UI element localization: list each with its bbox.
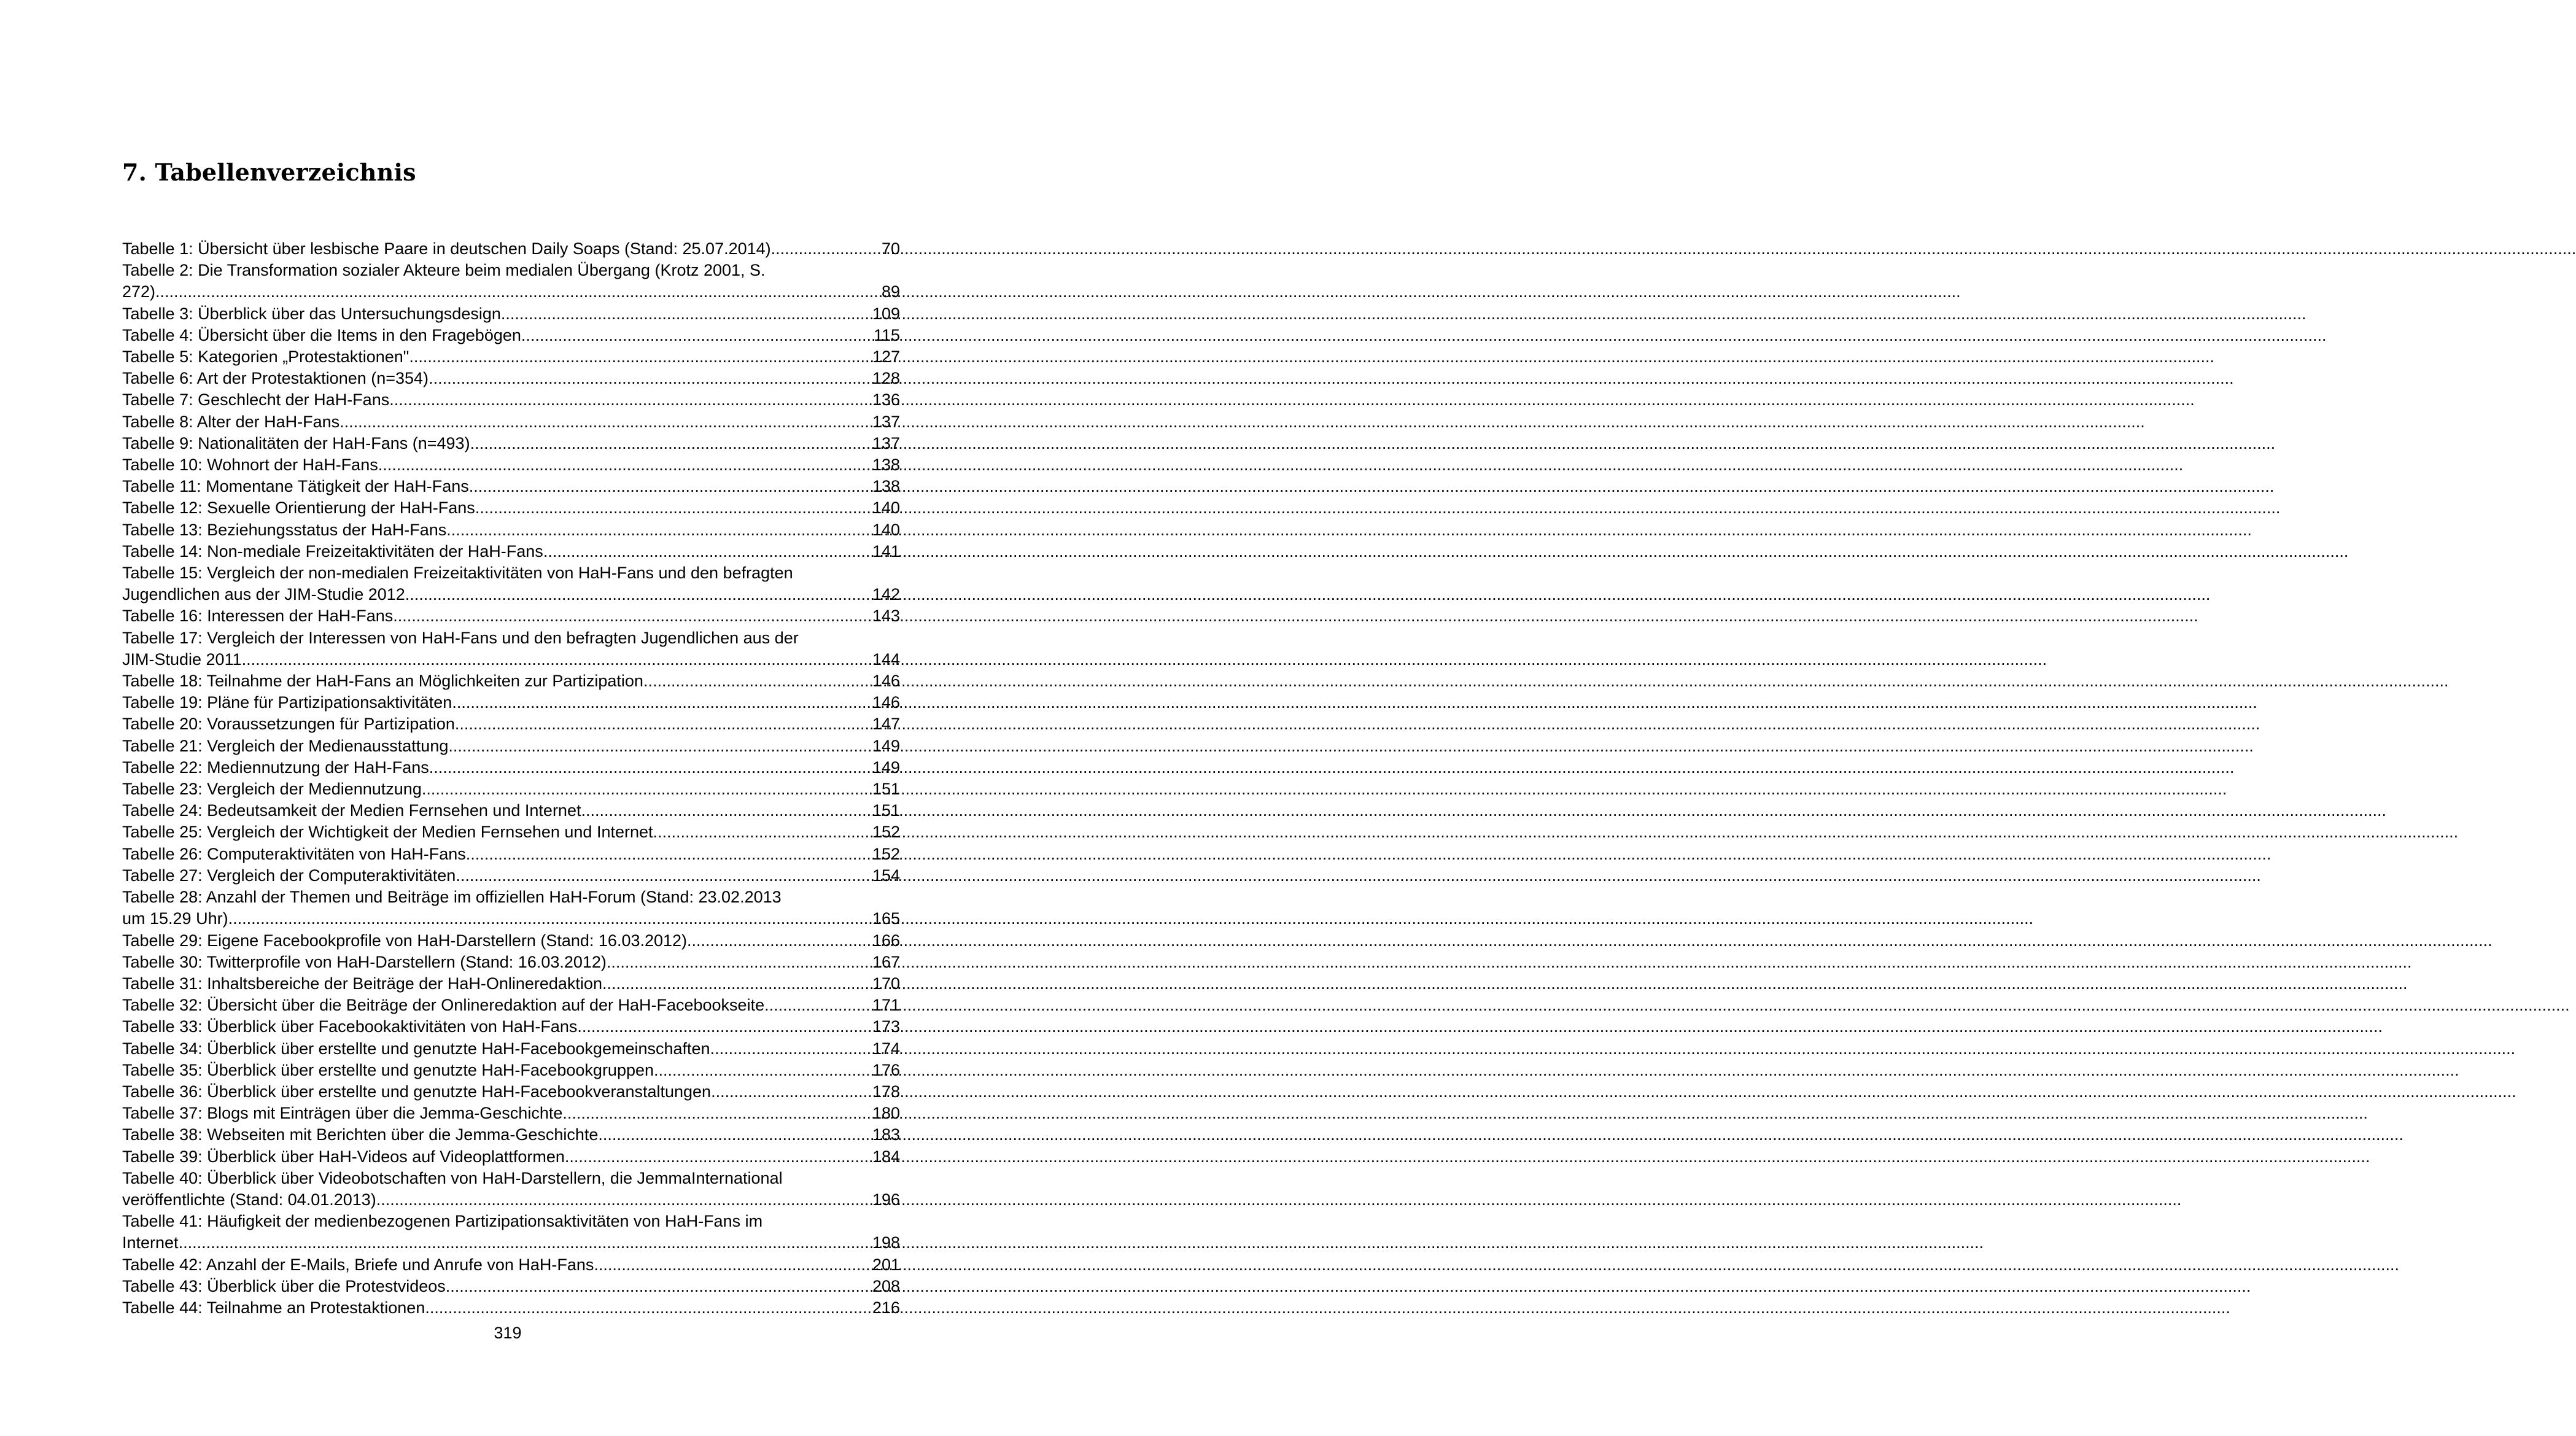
- toc-entry: [122, 1038, 900, 1060]
- toc-entry-page: 115: [873, 325, 900, 344]
- toc-entry-line: [122, 1038, 900, 1060]
- toc-entry-title: Tabelle 24: Bedeutsamkeit der Medien Fernsehen und Internet: [122, 801, 581, 820]
- toc-entry-page: 136: [872, 390, 900, 409]
- toc-entry-page: 140: [872, 499, 900, 518]
- toc-entry-title: Tabelle 6: Art der Protestaktionen (n=354): [122, 369, 429, 388]
- toc-entry-title: Tabelle 27: Vergleich der Computeraktivitäten: [122, 866, 456, 885]
- toc-entry-title-first-line: Tabelle 15: Vergleich der non-medialen Freizeitaktivitäten von HaH-Fans und den befragten: [122, 564, 793, 583]
- toc-entry-title: Tabelle 37: Blogs mit Einträgen über die Jemma-Geschichte: [122, 1104, 563, 1123]
- toc-entry-line: [122, 1016, 900, 1038]
- toc-entry-page: 152: [872, 844, 900, 863]
- toc-entry: [122, 303, 900, 325]
- toc-entry-title: Tabelle 18: Teilnahme der HaH-Fans an Möglichkeiten zur Partizipation: [122, 672, 643, 691]
- toc-entry-line: [122, 389, 900, 411]
- toc-entry-line: [122, 713, 900, 735]
- toc-entry-line: [122, 1297, 900, 1319]
- toc-entry: [122, 887, 900, 930]
- toc-entry-page: 176: [872, 1060, 900, 1079]
- toc-entry: [122, 562, 900, 605]
- toc-entry: [122, 1124, 900, 1146]
- toc-entry-title: Internet: [122, 1233, 179, 1252]
- toc-entry-line: [122, 1254, 900, 1276]
- toc-entry-page: 171: [872, 996, 900, 1015]
- toc-entry-line: [122, 519, 900, 541]
- toc-entry-title: Tabelle 9: Nationalitäten der HaH-Fans (n=493): [122, 433, 470, 452]
- dot-leader: [654, 1060, 872, 1081]
- dot-leader: [179, 1232, 872, 1254]
- toc-entry-title: Tabelle 20: Voraussetzungen für Partizipation: [122, 715, 455, 734]
- toc-entry-page: 180: [872, 1104, 900, 1123]
- toc-entry-title: Tabelle 38: Webseiten mit Berichten über die Jemma-Geschichte: [122, 1125, 599, 1144]
- dot-leader: [409, 346, 872, 368]
- toc-entry-title: Tabelle 11: Momentane Tätigkeit der HaH-Fans: [122, 477, 469, 496]
- toc-entry: [122, 325, 900, 346]
- toc-entry-line: [122, 303, 900, 325]
- toc-entry-page: 138: [872, 477, 900, 496]
- toc-entry: [122, 368, 900, 389]
- toc-entry: [122, 519, 900, 541]
- toc-entry-page: 174: [872, 1039, 900, 1058]
- toc-entry-page: 173: [872, 1017, 900, 1036]
- toc-entry-line: [122, 821, 900, 843]
- toc-entry-page: 137: [872, 433, 900, 452]
- toc-entry-page: 201: [872, 1255, 900, 1274]
- toc-entry-title: Tabelle 44: Teilnahme an Protestaktionen: [122, 1298, 425, 1317]
- dot-leader: [446, 1276, 872, 1297]
- toc-entry-line: [122, 238, 900, 260]
- dot-leader: [452, 692, 872, 713]
- dot-leader: [155, 281, 882, 303]
- dot-leader: [653, 821, 872, 843]
- toc-entry-title: Tabelle 36: Überblick über erstellte und genutzte HaH-Facebookveranstaltungen: [122, 1082, 712, 1101]
- toc-entry: [122, 757, 900, 778]
- dot-leader: [242, 649, 872, 670]
- toc-entry-page: 138: [872, 456, 900, 475]
- toc-entry-page: 146: [872, 693, 900, 712]
- page-title: 7. Tabellenverzeichnis: [122, 158, 416, 186]
- toc-entry-page: 137: [872, 412, 900, 431]
- toc-entry-title-first-line: Tabelle 17: Vergleich der Interessen von HaH-Fans und den befragten Jugendlichen aus der: [122, 628, 799, 647]
- toc-entry-page: 166: [872, 931, 900, 950]
- dot-leader: [643, 670, 872, 692]
- toc-entry-page: 170: [872, 974, 900, 993]
- toc-entry-title-first-line: Tabelle 41: Häufigkeit der medienbezogenen Partizipationsaktivitäten von HaH-Fans im: [122, 1212, 763, 1231]
- toc-entry: [122, 995, 900, 1016]
- toc-entry-line: [122, 368, 900, 389]
- dot-leader: [455, 713, 872, 735]
- dot-leader: [429, 757, 872, 778]
- toc-entry-title: Tabelle 19: Pläne für Partizipationsaktivitäten: [122, 693, 452, 712]
- toc-entry-line: [122, 1124, 900, 1146]
- dot-leader: [448, 735, 872, 757]
- toc-entry: [122, 973, 900, 995]
- toc-entry: [122, 1103, 900, 1124]
- toc-entry-title: Tabelle 42: Anzahl der E-Mails, Briefe und Anrufe von HaH-Fans: [122, 1255, 594, 1274]
- toc-entry-title: Tabelle 33: Überblick über Facebookaktivitäten von HaH-Fans: [122, 1017, 578, 1036]
- toc-entry-line: [122, 346, 900, 368]
- toc-entry-title: Tabelle 22: Mediennutzung der HaH-Fans: [122, 758, 429, 777]
- toc-entry-line: [122, 735, 900, 757]
- toc-entry-title: um 15.29 Uhr): [122, 909, 228, 928]
- toc-entry-page: 149: [872, 758, 900, 777]
- toc-entry-page: 141: [872, 541, 900, 561]
- toc-entry-page: 208: [872, 1276, 900, 1295]
- toc-entry-page: 165: [872, 909, 900, 928]
- dot-leader: [469, 476, 872, 497]
- dot-leader: [339, 411, 872, 433]
- toc-entry-title: Tabelle 7: Geschlecht der HaH-Fans: [122, 390, 390, 409]
- page-number: 319: [494, 1324, 522, 1342]
- toc-entry-page: 216: [872, 1298, 900, 1317]
- toc-entry-page: 154: [872, 866, 900, 885]
- toc-entry-title-first-line: Tabelle 2: Die Transformation sozialer Akteure beim medialen Übergang (Krotz 2001, S.: [122, 261, 766, 280]
- toc-entry: [122, 433, 900, 454]
- toc-entry: [122, 541, 900, 562]
- toc-entry-line: [122, 908, 900, 930]
- toc-entry: [122, 865, 900, 887]
- toc-entry: [122, 1146, 900, 1168]
- toc-entry-line: [122, 952, 900, 973]
- dot-leader: [429, 368, 872, 389]
- dot-leader: [475, 497, 872, 519]
- dot-leader: [389, 389, 872, 411]
- toc-entry-title: Tabelle 3: Überblick über das Untersuchungsdesign: [122, 304, 501, 323]
- toc-entry-title: Tabelle 1: Übersicht über lesbische Paare in deutschen Daily Soaps (Stand: 25.07.2014): [122, 239, 771, 258]
- toc-entry-line: [122, 497, 900, 519]
- toc-entry: [122, 389, 900, 411]
- dot-leader: [521, 325, 874, 346]
- toc-entry-page: 109: [872, 304, 900, 323]
- toc-entry: [122, 1016, 900, 1038]
- toc-entry-page: 142: [872, 585, 900, 604]
- toc-entry-title-first-line: Tabelle 28: Anzahl der Themen und Beiträge im offiziellen HaH-Forum (Stand: 23.02.2013: [122, 888, 782, 907]
- toc-entry-page: 196: [872, 1190, 900, 1209]
- dot-leader: [607, 952, 872, 973]
- toc-entry: [122, 952, 900, 973]
- toc-entry: [122, 497, 900, 519]
- dot-leader: [393, 605, 872, 627]
- toc-entry: [122, 605, 900, 627]
- toc-entry-page: 178: [872, 1082, 900, 1101]
- toc-entry-title-first-line: Tabelle 40: Überblick über Videobotschaften von HaH-Darstellern, die JemmaInternational: [122, 1168, 783, 1187]
- toc-entry-title: Tabelle 32: Übersicht über die Beiträge der Onlineredaktion auf der HaH-Facebookseite: [122, 996, 765, 1015]
- toc-entry-line: [122, 584, 900, 605]
- toc-entry-line: [122, 1081, 900, 1103]
- toc-entry-line: [122, 454, 900, 476]
- toc-entry-line: [122, 844, 900, 865]
- toc-entry-line: [122, 1146, 900, 1168]
- toc-entry-page: 127: [872, 347, 900, 367]
- toc-entry: [122, 778, 900, 800]
- toc-entry-title: veröffentlichte (Stand: 04.01.2013): [122, 1190, 376, 1209]
- table-of-tables: [122, 238, 900, 1319]
- toc-entry-title: Tabelle 5: Kategorien „Protestaktionen": [122, 347, 409, 367]
- dot-leader: [598, 1124, 872, 1146]
- toc-entry-title: Tabelle 10: Wohnort der HaH-Fans: [122, 456, 378, 475]
- dot-leader: [446, 519, 872, 541]
- dot-leader: [565, 1146, 872, 1168]
- dot-leader: [543, 541, 872, 562]
- toc-entry: [122, 800, 900, 821]
- toc-entry-page: 151: [872, 801, 900, 820]
- dot-leader: [764, 995, 872, 1016]
- toc-entry: [122, 1254, 900, 1276]
- dot-leader: [425, 1297, 872, 1319]
- toc-entry: [122, 454, 900, 476]
- toc-entry-page: 143: [872, 607, 900, 626]
- toc-entry-title: Tabelle 21: Vergleich der Medienausstattung: [122, 736, 449, 755]
- toc-entry-page: 152: [872, 823, 900, 842]
- toc-entry: [122, 1168, 900, 1211]
- toc-entry-title: Tabelle 13: Beziehungsstatus der HaH-Fans: [122, 520, 447, 539]
- toc-entry: [122, 1081, 900, 1103]
- toc-entry: [122, 260, 900, 303]
- toc-entry-line: [122, 670, 900, 692]
- toc-entry-line: [122, 973, 900, 995]
- toc-entry-line: [122, 778, 900, 800]
- toc-entry-title: Tabelle 31: Inhaltsbereiche der Beiträge der HaH-Onlineredaktion: [122, 974, 602, 993]
- toc-entry: [122, 238, 900, 260]
- toc-entry-title: Tabelle 29: Eigene Facebookprofile von HaH-Darstellern (Stand: 16.03.2012): [122, 931, 688, 950]
- toc-entry: [122, 735, 900, 757]
- toc-entry-page: 151: [872, 780, 900, 799]
- toc-entry-line: [122, 692, 900, 713]
- dot-leader: [228, 908, 872, 930]
- dot-leader: [501, 303, 872, 325]
- toc-entry-title: 272): [122, 282, 156, 301]
- toc-entry: [122, 821, 900, 843]
- dot-leader: [581, 800, 872, 821]
- toc-entry-title: Tabelle 23: Vergleich der Mediennutzung: [122, 780, 422, 799]
- dot-leader: [456, 865, 872, 887]
- toc-entry-title: Jugendlichen aus der JIM-Studie 2012: [122, 585, 405, 604]
- toc-entry-line: [122, 757, 900, 778]
- toc-entry-page: 89: [881, 282, 900, 301]
- toc-entry-title: Tabelle 8: Alter der HaH-Fans: [122, 412, 340, 431]
- toc-entry: [122, 692, 900, 713]
- toc-entry-page: 70: [881, 239, 900, 258]
- toc-entry: [122, 930, 900, 952]
- toc-entry-page: 147: [872, 715, 900, 734]
- dot-leader: [470, 433, 872, 454]
- toc-entry-title: Tabelle 26: Computeraktivitäten von HaH-Fans: [122, 844, 466, 863]
- toc-entry-title: Tabelle 34: Überblick über erstellte und genutzte HaH-Facebookgemeinschaften: [122, 1039, 710, 1058]
- toc-entry: [122, 1060, 900, 1081]
- toc-entry-page: 184: [872, 1147, 900, 1166]
- toc-entry-line: [122, 930, 900, 952]
- toc-entry-line: [122, 281, 900, 303]
- toc-entry: [122, 1211, 900, 1254]
- toc-entry-line: [122, 1276, 900, 1297]
- toc-entry-page: 144: [872, 650, 900, 669]
- toc-entry: [122, 844, 900, 865]
- toc-entry-page: 149: [872, 736, 900, 755]
- toc-entry-title: Tabelle 35: Überblick über erstellte und genutzte HaH-Facebookgruppen: [122, 1060, 654, 1079]
- dot-leader: [710, 1038, 872, 1060]
- toc-entry-line: [122, 541, 900, 562]
- toc-entry: [122, 411, 900, 433]
- toc-entry-page: 167: [872, 952, 900, 971]
- toc-entry-page: 183: [872, 1125, 900, 1144]
- toc-entry-line: [122, 605, 900, 627]
- toc-entry-line: [122, 1103, 900, 1124]
- dot-leader: [378, 454, 872, 476]
- toc-entry-line: [122, 1060, 900, 1081]
- toc-entry-title: Tabelle 25: Vergleich der Wichtigkeit der Medien Fernsehen und Internet: [122, 823, 653, 842]
- toc-entry-line: [122, 476, 900, 497]
- toc-entry-title: Tabelle 4: Übersicht über die Items in den Fragebögen: [122, 325, 521, 344]
- toc-entry-title: Tabelle 16: Interessen der HaH-Fans: [122, 607, 394, 626]
- toc-entry-page: 146: [872, 672, 900, 691]
- dot-leader: [687, 930, 872, 952]
- toc-entry-line: [122, 411, 900, 433]
- toc-entry: [122, 1276, 900, 1297]
- toc-entry-line: [122, 1232, 900, 1254]
- toc-entry: [122, 713, 900, 735]
- toc-entry-title: Tabelle 14: Non-mediale Freizeitaktivitäten der HaH-Fans: [122, 541, 543, 561]
- dot-leader: [594, 1254, 872, 1276]
- dot-leader: [422, 778, 872, 800]
- toc-entry-line: [122, 433, 900, 454]
- toc-entry: [122, 1297, 900, 1319]
- dot-leader: [466, 844, 872, 865]
- toc-entry-title: Tabelle 12: Sexuelle Orientierung der HaH-Fans: [122, 499, 475, 518]
- dot-leader: [602, 973, 872, 995]
- toc-entry-line: [122, 865, 900, 887]
- toc-entry-line: [122, 995, 900, 1016]
- toc-entry: [122, 670, 900, 692]
- toc-entry-title: Tabelle 30: Twitterprofile von HaH-Darstellern (Stand: 16.03.2012): [122, 952, 607, 971]
- toc-entry: [122, 476, 900, 497]
- toc-entry-title: JIM-Studie 2011: [122, 650, 242, 669]
- toc-entry: [122, 346, 900, 368]
- toc-entry-line: [122, 649, 900, 670]
- dot-leader: [562, 1103, 872, 1124]
- dot-leader: [376, 1189, 872, 1211]
- dot-leader: [405, 584, 872, 605]
- toc-entry-page: 128: [872, 369, 900, 388]
- toc-entry-line: [122, 1189, 900, 1211]
- toc-entry-title: Tabelle 39: Überblick über HaH-Videos auf Videoplattformen: [122, 1147, 565, 1166]
- toc-entry-line: [122, 800, 900, 821]
- toc-entry-page: 198: [872, 1233, 900, 1252]
- toc-entry-page: 140: [872, 520, 900, 539]
- dot-leader: [771, 238, 882, 260]
- dot-leader: [711, 1081, 872, 1103]
- toc-entry-title: Tabelle 43: Überblick über die Protestvideos: [122, 1276, 446, 1295]
- dot-leader: [577, 1016, 872, 1038]
- toc-entry-line: [122, 325, 900, 346]
- toc-entry: [122, 627, 900, 670]
